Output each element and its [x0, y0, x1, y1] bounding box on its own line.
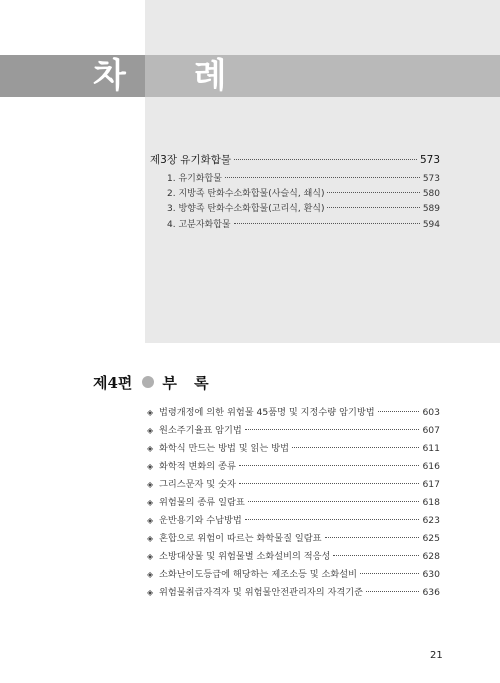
- leader-dots: [239, 483, 420, 484]
- leader-dots: [234, 159, 417, 160]
- toc-entry-label: 위험물취급자격자 및 위험물안전관리자의 자격기준: [159, 587, 364, 598]
- toc-chapter-3[interactable]: [150, 153, 440, 167]
- toc-entry-label: 화학적 변화의 종류: [159, 461, 236, 472]
- leader-dots: [378, 411, 420, 412]
- toc-appendix-item[interactable]: [147, 442, 440, 456]
- diamond-icon: ◈: [147, 498, 154, 507]
- toc-appendix-item[interactable]: [147, 586, 440, 600]
- toc-appendix-item[interactable]: [147, 532, 440, 546]
- diamond-icon: ◈: [147, 534, 154, 543]
- toc-entry-page: 623: [422, 515, 440, 526]
- toc-entry-page: 594: [422, 220, 440, 230]
- toc-appendix-item[interactable]: [147, 514, 440, 528]
- toc-entry-page: 611: [422, 443, 440, 454]
- toc-entry-label: 2. 지방족 탄화수소화합물(사슬식, 쇄식): [167, 189, 325, 199]
- diamond-icon: ◈: [147, 480, 154, 489]
- toc-entry-page: 618: [422, 497, 440, 508]
- toc-entry-page: 636: [422, 587, 440, 598]
- leader-dots: [245, 429, 420, 430]
- leader-dots: [245, 519, 420, 520]
- part-4-heading: [93, 371, 215, 393]
- leader-dots: [366, 591, 419, 592]
- toc-section-item[interactable]: [167, 187, 440, 201]
- leader-dots: [248, 501, 420, 502]
- toc-entry-label: 소방대상물 및 위험물별 소화설비의 적응성: [159, 551, 331, 562]
- toc-entry-page: 628: [422, 551, 440, 562]
- toc-entry-label: 혼합으로 위험이 따르는 화학물질 일람표: [159, 533, 322, 544]
- toc-appendix-item[interactable]: [147, 550, 440, 564]
- toc-section-item[interactable]: [167, 172, 440, 186]
- leader-dots: [225, 177, 420, 178]
- toc-appendix-item[interactable]: [147, 406, 440, 420]
- toc-entry-label: 4. 고분자화합물: [167, 220, 231, 230]
- toc-section-item[interactable]: [167, 202, 440, 216]
- toc-appendix-item[interactable]: [147, 424, 440, 438]
- circle-icon: [142, 376, 154, 388]
- toc-entry-label: 그리스문자 및 숫자: [159, 479, 236, 490]
- page-title: 차 례: [93, 56, 255, 96]
- toc-section-item[interactable]: [167, 218, 440, 232]
- diamond-icon: ◈: [147, 408, 154, 417]
- toc-entry-label: 소화난이도등급에 해당하는 제조소등 및 소화설비: [159, 569, 358, 580]
- toc-entry-label: 화학식 만드는 방법 및 읽는 방법: [159, 443, 289, 454]
- toc-appendix-item[interactable]: [147, 478, 440, 492]
- toc-entry-label: 3. 방향족 탄화수소화합물(고리식, 환식): [167, 204, 325, 214]
- toc-entry-label: 법령개정에 의한 위험물 45품명 및 지정수량 암기방법: [159, 407, 375, 418]
- toc-appendix-item[interactable]: [147, 568, 440, 582]
- toc-entry-page: 573: [419, 154, 440, 166]
- leader-dots: [327, 207, 419, 208]
- leader-dots: [360, 573, 419, 574]
- diamond-icon: ◈: [147, 552, 154, 561]
- diamond-icon: ◈: [147, 570, 154, 579]
- diamond-icon: ◈: [147, 588, 154, 597]
- diamond-icon: ◈: [147, 444, 154, 453]
- toc-entry-page: 625: [422, 533, 440, 544]
- toc-entry-page: 580: [422, 189, 440, 199]
- toc-entry-label: 제3장 유기화합물: [150, 154, 232, 166]
- toc-entry-page: 617: [422, 479, 440, 490]
- leader-dots: [333, 555, 419, 556]
- leader-dots: [292, 447, 419, 448]
- leader-dots: [325, 537, 420, 538]
- leader-dots: [327, 192, 419, 193]
- diamond-icon: ◈: [147, 516, 154, 525]
- part-subtitle: 부 록: [162, 373, 215, 392]
- toc-entry-label: 위험물의 종류 일람표: [159, 497, 245, 508]
- toc-entry-page: 603: [422, 407, 440, 418]
- toc-entry-page: 589: [422, 204, 440, 214]
- toc-entry-page: 607: [422, 425, 440, 436]
- diamond-icon: ◈: [147, 462, 154, 471]
- toc-entry-page: 573: [422, 174, 440, 184]
- toc-appendix-item[interactable]: [147, 460, 440, 474]
- toc-entry-page: 630: [422, 569, 440, 580]
- toc-entry-page: 616: [422, 461, 440, 472]
- diamond-icon: ◈: [147, 426, 154, 435]
- toc-entry-label: 1. 유기화합물: [167, 174, 222, 184]
- page-number: 21: [430, 650, 443, 661]
- leader-dots: [234, 223, 420, 224]
- leader-dots: [239, 465, 420, 466]
- left-margin: [0, 0, 145, 683]
- part-title: 제4편: [93, 373, 133, 392]
- toc-entry-label: 운반용기와 수납방법: [159, 515, 242, 526]
- toc-entry-label: 원소주기율표 암기법: [159, 425, 242, 436]
- toc-appendix-item[interactable]: [147, 496, 440, 510]
